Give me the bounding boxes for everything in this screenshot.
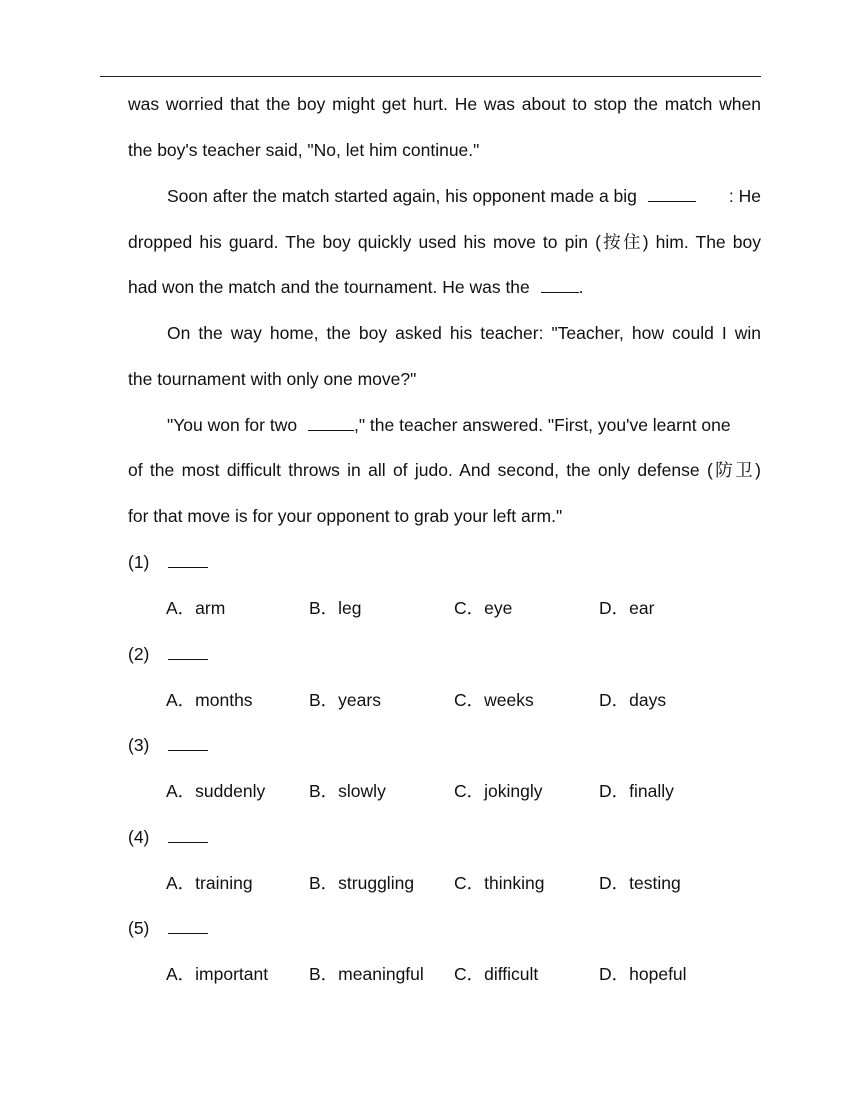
question-number: (5) bbox=[128, 918, 150, 938]
option-b[interactable]: B．years bbox=[309, 690, 381, 710]
option-d[interactable]: D．ear bbox=[599, 598, 655, 618]
passage-line-2: the boy's teacher said, "No, let him continue." bbox=[128, 140, 480, 160]
answer-blank[interactable] bbox=[168, 828, 208, 843]
blank-1[interactable] bbox=[648, 186, 696, 202]
option-a[interactable]: A．months bbox=[166, 690, 253, 710]
option-a[interactable]: A．important bbox=[166, 964, 269, 984]
option-d[interactable]: D．hopeful bbox=[599, 964, 687, 984]
question-2 bbox=[128, 643, 208, 665]
passage-line-8 bbox=[167, 414, 761, 436]
option-c[interactable]: C．thinking bbox=[454, 873, 545, 893]
blank-3[interactable] bbox=[308, 415, 354, 431]
option-d[interactable]: D．days bbox=[599, 690, 667, 710]
passage-line-1: was worried that the boy might get hurt. He was about to stop the match when bbox=[128, 94, 761, 114]
answer-blank[interactable] bbox=[168, 919, 208, 934]
option-c[interactable]: C．eye bbox=[454, 598, 513, 618]
option-b[interactable]: B．leg bbox=[309, 598, 362, 618]
passage-line-3 bbox=[167, 185, 761, 207]
question-number: (1) bbox=[128, 552, 150, 572]
answer-blank[interactable] bbox=[168, 553, 208, 568]
option-a[interactable]: A．training bbox=[166, 873, 253, 893]
header-rule bbox=[100, 76, 761, 77]
passage-line-5 bbox=[128, 276, 761, 298]
option-b[interactable]: B．meaningful bbox=[309, 964, 424, 984]
passage-line-8-end: ," the teacher answered. "First, you've learnt one bbox=[353, 415, 731, 435]
option-c[interactable]: C．jokingly bbox=[454, 781, 543, 801]
question-5 bbox=[128, 917, 208, 939]
option-b[interactable]: B．slowly bbox=[309, 781, 386, 801]
question-3 bbox=[128, 734, 208, 756]
passage-line-5-text: had won the match and the tournament. He was the bbox=[128, 277, 530, 297]
option-a[interactable]: A．arm bbox=[166, 598, 226, 618]
passage-line-3-text: Soon after the match started again, his opponent made a big bbox=[167, 186, 637, 206]
passage-line-9: of the most difficult throws in all of judo. And second, the only defense (防卫) bbox=[128, 460, 761, 480]
question-number: (2) bbox=[128, 644, 150, 664]
passage-line-4: dropped his guard. The boy quickly used his move to pin (按住) him. The boy bbox=[128, 232, 761, 252]
blank-2[interactable] bbox=[541, 277, 579, 293]
question-4 bbox=[128, 826, 208, 848]
passage-line-6: On the way home, the boy asked his teacher: "Teacher, how could I win bbox=[167, 323, 761, 343]
passage-line-7: the tournament with only one move?" bbox=[128, 369, 417, 389]
passage-line-10: for that move is for your opponent to grab your left arm." bbox=[128, 506, 563, 526]
option-d[interactable]: D．testing bbox=[599, 873, 681, 893]
question-1 bbox=[128, 551, 208, 573]
option-d[interactable]: D．finally bbox=[599, 781, 674, 801]
answer-blank[interactable] bbox=[168, 736, 208, 751]
question-number: (3) bbox=[128, 735, 150, 755]
passage-line-3-end: : He bbox=[728, 186, 761, 206]
passage-line-5-end: . bbox=[578, 277, 584, 297]
option-b[interactable]: B．struggling bbox=[309, 873, 415, 893]
passage-line-8-text: "You won for two bbox=[167, 415, 298, 435]
option-a[interactable]: A．suddenly bbox=[166, 781, 266, 801]
option-c[interactable]: C．difficult bbox=[454, 964, 539, 984]
question-number: (4) bbox=[128, 827, 150, 847]
option-c[interactable]: C．weeks bbox=[454, 690, 534, 710]
answer-blank[interactable] bbox=[168, 645, 208, 660]
